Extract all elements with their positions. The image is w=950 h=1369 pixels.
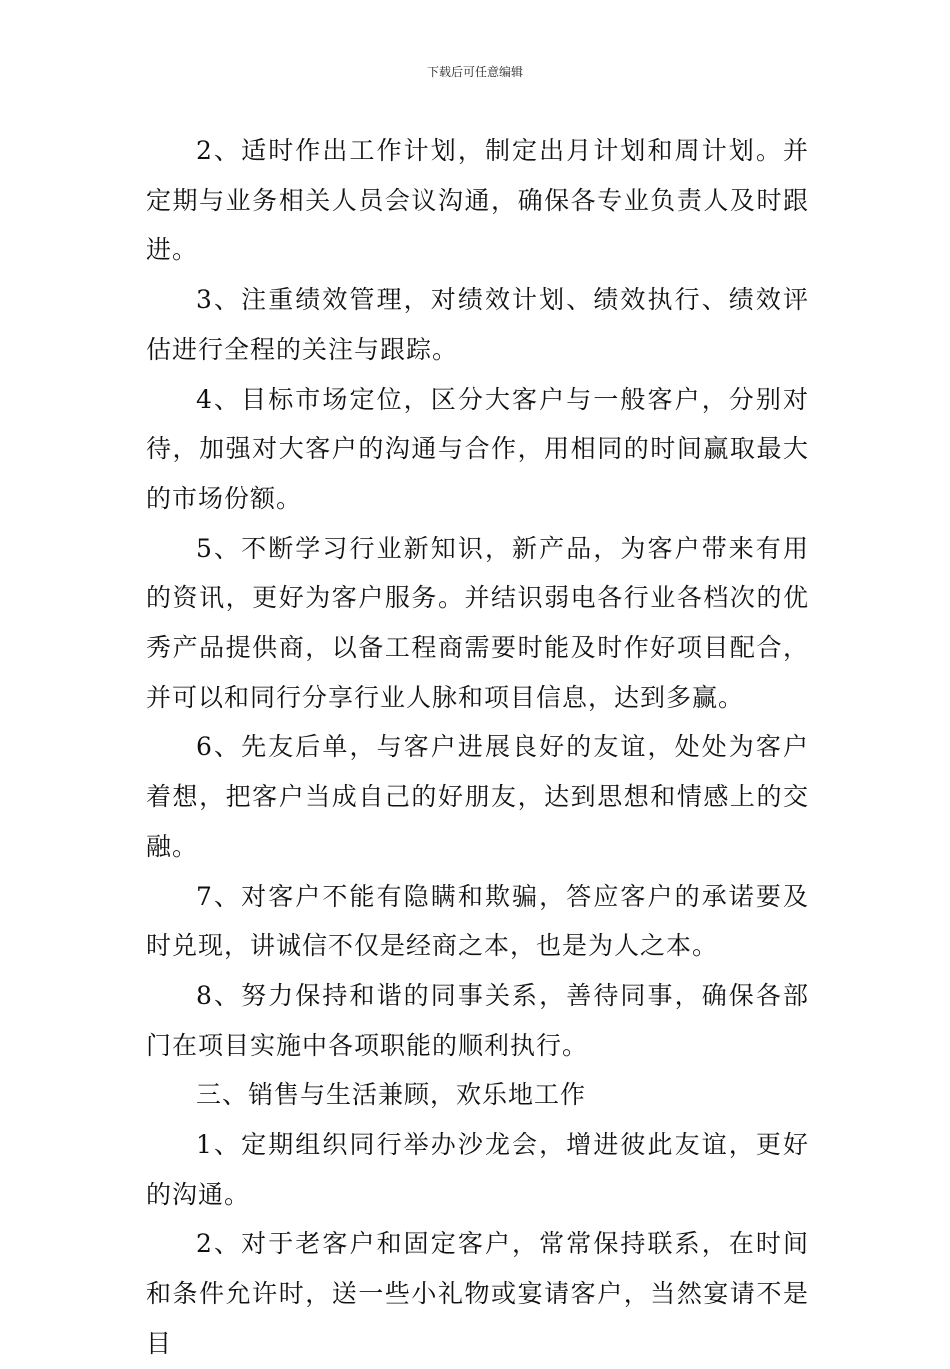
paragraph-item-6: 6、先友后单，与客户进展良好的友谊，处处为客户着想，把客户当成自己的好朋友，达到思想和情感上的交融。 bbox=[146, 732, 809, 861]
page-header-note: 下载后可任意编辑 bbox=[426, 65, 523, 79]
paragraph-item-2: 2、适时作出工作计划，制定出月计划和周计划。并定期与业务相关人员会议沟通，确保各专业负责人及时跟进。 bbox=[146, 136, 809, 265]
paragraph-item-1: 1、定期组织同行举办沙龙会，增进彼此友谊，更好的沟通。 bbox=[146, 1130, 809, 1209]
paragraph-item-2b: 2、对于老客户和固定客户，常常保持联系，在时间和条件允许时，送一些小礼物或宴请客户，当然宴请不是目 bbox=[146, 1229, 809, 1358]
paragraph-item-8: 8、努力保持和谐的同事关系，善待同事，确保各部门在项目实施中各项职能的顺利执行。 bbox=[146, 980, 809, 1060]
paragraph-item-7: 7、对客户不能有隐瞒和欺骗，答应客户的承诺要及时兑现，讲诚信不仅是经商之本，也是为人之本。 bbox=[146, 881, 809, 961]
document-body bbox=[146, 126, 809, 1369]
paragraph-item-3: 3、注重绩效管理，对绩效计划、绩效执行、绩效评估进行全程的关注与跟踪。 bbox=[146, 285, 809, 364]
paragraph-item-5: 5、不断学习行业新知识，新产品，为客户带来有用的资讯，更好为客户服务。并结识弱电各行业各档次的优秀产品提供商，以备工程商需要时能及时作好项目配合，并可以和同行分享行业人脉和项目信息，达到多赢。 bbox=[146, 533, 809, 712]
paragraph-item-4: 4、目标市场定位，区分大客户与一般客户，分别对待，加强对大客户的沟通与合作，用相同的时间赢取最大的市场份额。 bbox=[146, 384, 809, 513]
section-heading-3: 三、销售与生活兼顾，欢乐地工作 bbox=[196, 1080, 587, 1110]
